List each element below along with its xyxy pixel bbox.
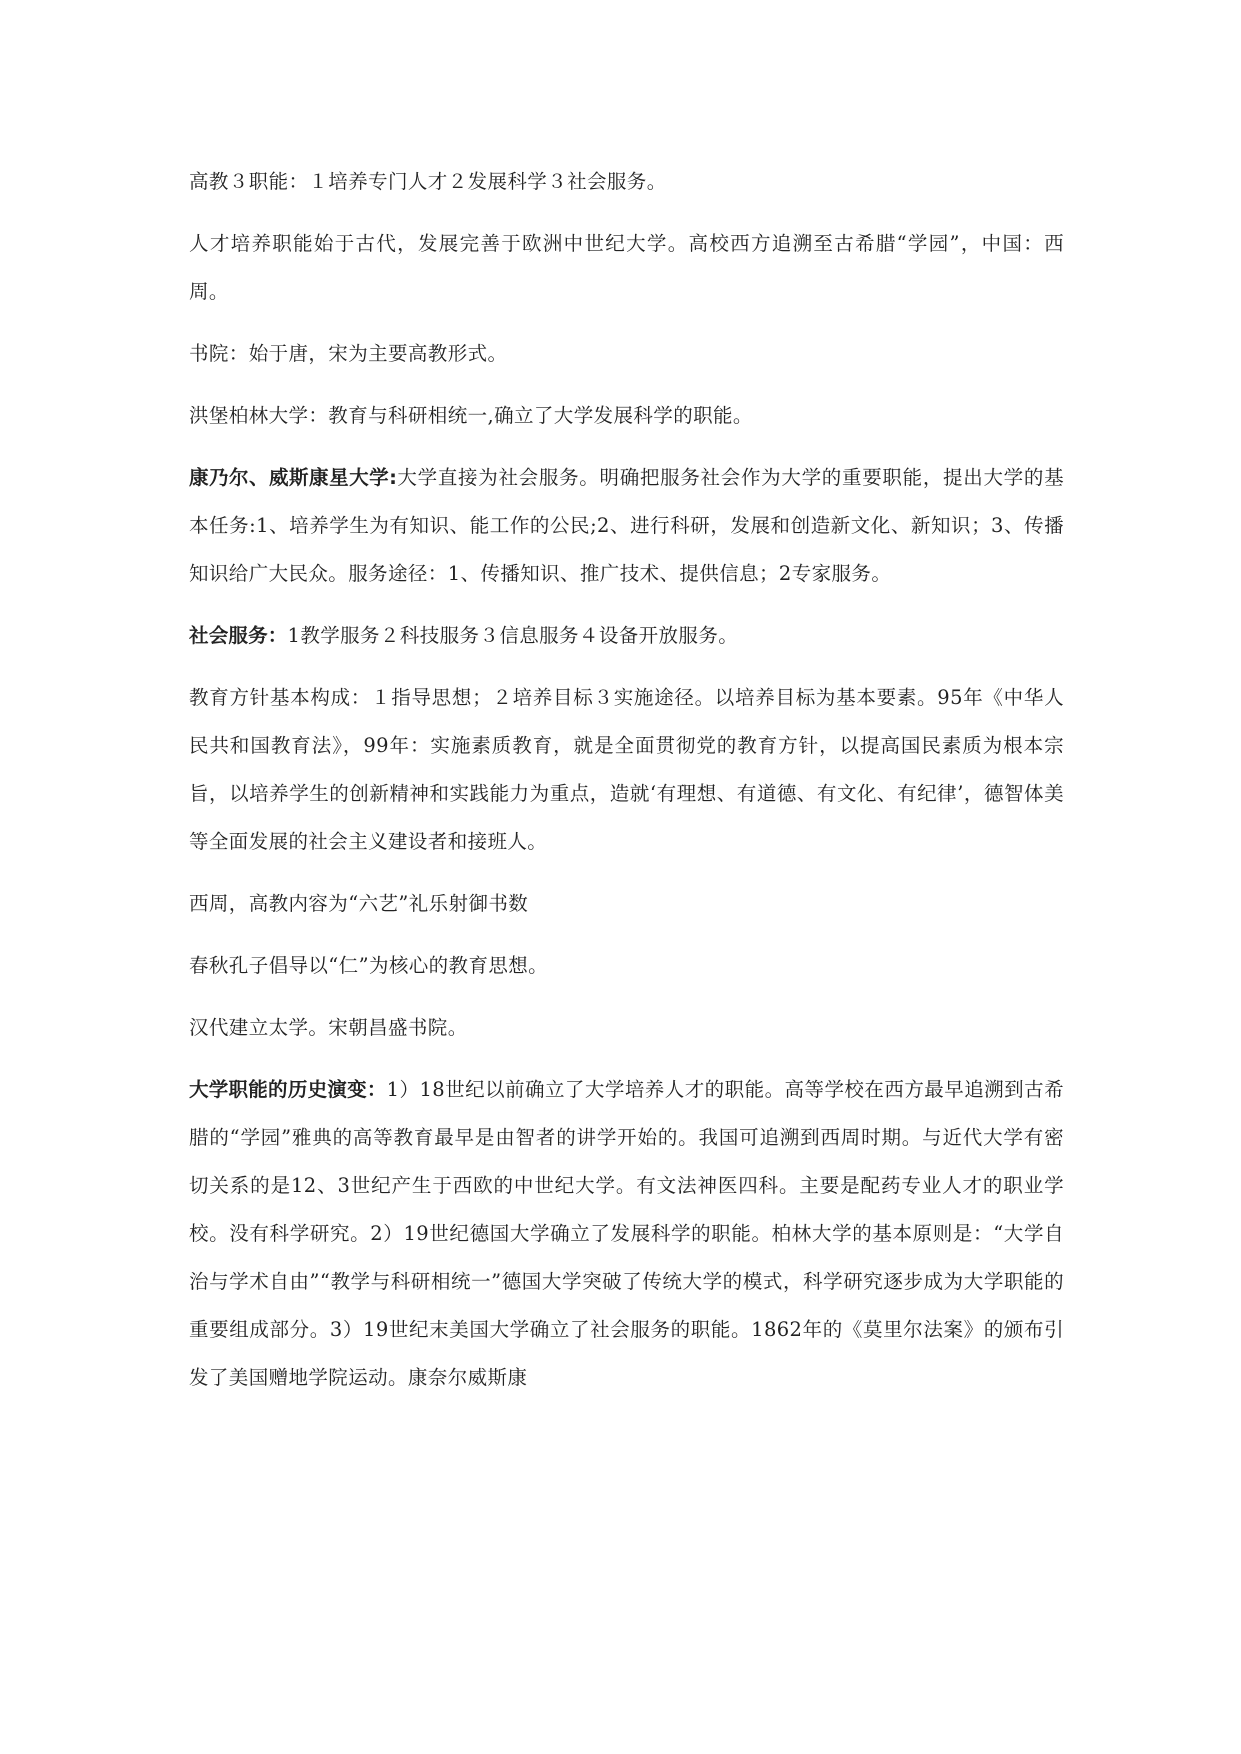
paragraph-text: 春秋孔子倡导以“仁”为核心的教育思想。 — [189, 954, 549, 977]
paragraph-text: 1教学服务２科技服务３信息服务４设备开放服务。 — [287, 624, 739, 647]
paragraph-text: 人才培养职能始于古代，发展完善于欧洲中世纪大学。高校西方追溯至古希腊“学园”，中国：西周。 — [189, 232, 1064, 303]
paragraph-confucius — [189, 942, 1064, 990]
paragraph-cornell-wisconsin — [189, 454, 1064, 598]
paragraph-text: 汉代建立太学。宋朝昌盛书院。 — [189, 1016, 468, 1039]
paragraph-text: 洪堡柏林大学：教育与科研相统一,确立了大学发展科学的职能。 — [189, 404, 753, 427]
paragraph-han-song — [189, 1004, 1064, 1052]
paragraph-text: 1）18世纪以前确立了大学培养人才的职能。高等学校在西方最早追溯到古希腊的“学园”雅典的高等教育最早是由智者的讲学开始的。我国可追溯到西周时期。与近代大学有密切关系的是12、3世纪产生于西欧的中世纪大学。有文法神医四科。主要是配药专业人才的职业学校。没有科学研究。2）19世纪德国大学确立了发展科学的职能。柏林大学的基本原则是：“大学自治与学术自由”“教学与科研相统一”德国大学突破了传统大学的模式，科学研究逐步成为大学职能的重要组成部分。3）19世纪末美国大学确立了社会服务的职能。1862年的《莫里尔法案》的颁布引发了美国赠地学院运动。康奈尔威斯康 — [189, 1078, 1064, 1389]
paragraph-text: 书院：始于唐，宋为主要高教形式。 — [189, 342, 508, 365]
paragraph-historical-evolution — [189, 1066, 1064, 1402]
paragraph-talent-cultivation — [189, 220, 1064, 316]
paragraph-western-zhou — [189, 880, 1064, 928]
document-page — [189, 158, 1064, 1416]
paragraph-social-service — [189, 612, 1064, 660]
paragraph-humboldt-berlin — [189, 392, 1064, 440]
paragraph-text: 大学直接为社会服务。明确把服务社会作为大学的重要职能，提出大学的基本任务:1、培养学生为有知识、能工作的公民;2、进行科研，发展和创造新文化、新知识；3、传播知识给广大民众。服务途径：1、传播知识、推广技术、提供信息；2专家服务。 — [189, 466, 1064, 585]
paragraph-higher-ed-functions — [189, 158, 1064, 206]
paragraph-education-policy — [189, 674, 1064, 866]
paragraph-heading: 大学职能的历史演变： — [189, 1078, 387, 1101]
paragraph-heading: 康乃尔、威斯康星大学: — [189, 466, 398, 489]
paragraph-text: 高教３职能：１培养专门人才２发展科学３社会服务。 — [189, 170, 667, 193]
paragraph-heading: 社会服务： — [189, 624, 288, 647]
paragraph-academies — [189, 330, 1064, 378]
paragraph-text: 西周，高教内容为“六艺”礼乐射御书数 — [189, 892, 529, 915]
paragraph-text: 教育方针基本构成：１指导思想；２培养目标３实施途径。以培养目标为基本要素。95年《中华人民共和国教育法》，99年：实施素质教育，就是全面贯彻党的教育方针，以提高国民素质为根本宗旨，以培养学生的创新精神和实践能力为重点，造就‘有理想、有道德、有文化、有纪律’，德智体美等全面发展的社会主义建设者和接班人。 — [189, 686, 1064, 853]
